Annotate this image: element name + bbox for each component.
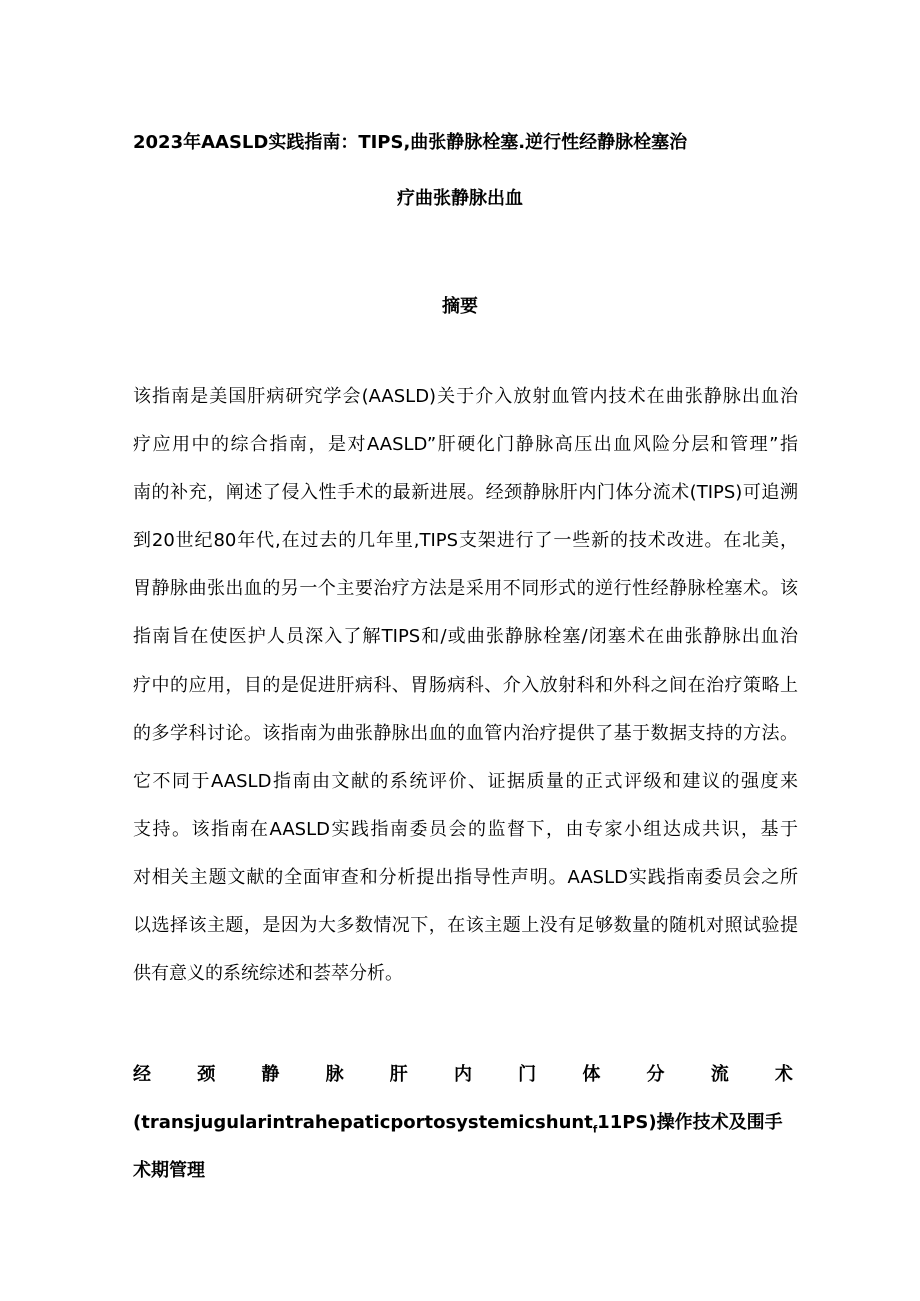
section-heading-char: 颈 xyxy=(197,1064,216,1085)
section-heading-char: 经 xyxy=(133,1064,151,1085)
document-title-line-1: 2023年AASLD实践指南：TIPS,曲张静脉栓塞.逆行性经静脉栓塞治 xyxy=(133,132,688,153)
abstract-line: 到20世纪80年代,在过去的几年里,TIPS支架进行了一些新的技术改进。在北美， xyxy=(133,530,798,552)
abstract-line: 该指南是美国肝病研究学会(AASLD)关于介入放射血管内技术在曲张静脉出血治 xyxy=(133,386,798,407)
section-heading-char: 肝 xyxy=(389,1064,408,1085)
section-heading xyxy=(133,1063,793,1207)
section-heading-char: 脉 xyxy=(325,1064,344,1085)
section-heading-char: 术 xyxy=(774,1064,793,1085)
abstract-line: 供有意义的系统综述和荟萃分析。 xyxy=(133,963,403,985)
abstract-line: 支持。该指南在AASLD实践指南委员会的监督下，由专家小组达成共识，基于 xyxy=(133,818,798,840)
section-heading-line-2 xyxy=(133,1111,793,1135)
abstract-heading: 摘要 xyxy=(442,296,478,317)
section-heading-line-2-text: (transjugularintrahepaticportosystemicshunt xyxy=(133,1112,593,1133)
abstract-line: 以选择该主题，是因为大多数情况下，在该主题上没有足够数量的随机对照试验提 xyxy=(133,915,798,937)
section-heading-subscript: f xyxy=(592,1124,598,1136)
document-title-line-2: 疗曲张静脉出血 xyxy=(397,188,523,209)
section-heading-char: 内 xyxy=(453,1064,472,1085)
section-heading-line-1 xyxy=(133,1063,793,1087)
abstract-line: 的多学科讨论。该指南为曲张静脉出血的血管内治疗提供了基于数据支持的方法。 xyxy=(133,722,798,744)
section-heading-char: 体 xyxy=(582,1064,601,1085)
abstract-line: 对相关主题文献的全面审查和分析提出指导性声明。AASLD实践指南委员会之所 xyxy=(133,866,798,888)
abstract-line: 南的补充，阐述了侵入性手术的最新进展。经颈静脉肝内门体分流术(TIPS)可追溯 xyxy=(133,482,798,504)
section-heading-char: 静 xyxy=(261,1064,280,1085)
abstract-line: 胃静脉曲张出血的另一个主要治疗方法是采用不同形式的逆行性经静脉栓塞术。该 xyxy=(133,578,798,600)
section-heading-char: 流 xyxy=(710,1064,729,1085)
abstract-line: 疗中的应用，目的是促进肝病科、胃肠病科、介入放射科和外科之间在治疗策略上 xyxy=(133,674,798,696)
section-heading-char: 分 xyxy=(646,1064,665,1085)
section-heading-char: 门 xyxy=(518,1064,537,1085)
abstract-paragraph xyxy=(133,385,798,1010)
abstract-line: 指南旨在使医护人员深入了解TIPS和/或曲张静脉栓塞/闭塞术在曲张静脉出血治 xyxy=(133,626,798,648)
abstract-line: 它不同于AASLD指南由文献的系统评价、证据质量的正式评级和建议的强度来 xyxy=(133,770,798,792)
abstract-line: 疗应用中的综合指南，是对AASLD”肝硬化门静脉高压出血风险分层和管理”指 xyxy=(133,434,798,456)
section-heading-line-3: 术期管理 xyxy=(133,1160,205,1181)
section-heading-line-2-rest: 11PS)操作技术及围手 xyxy=(597,1112,783,1133)
